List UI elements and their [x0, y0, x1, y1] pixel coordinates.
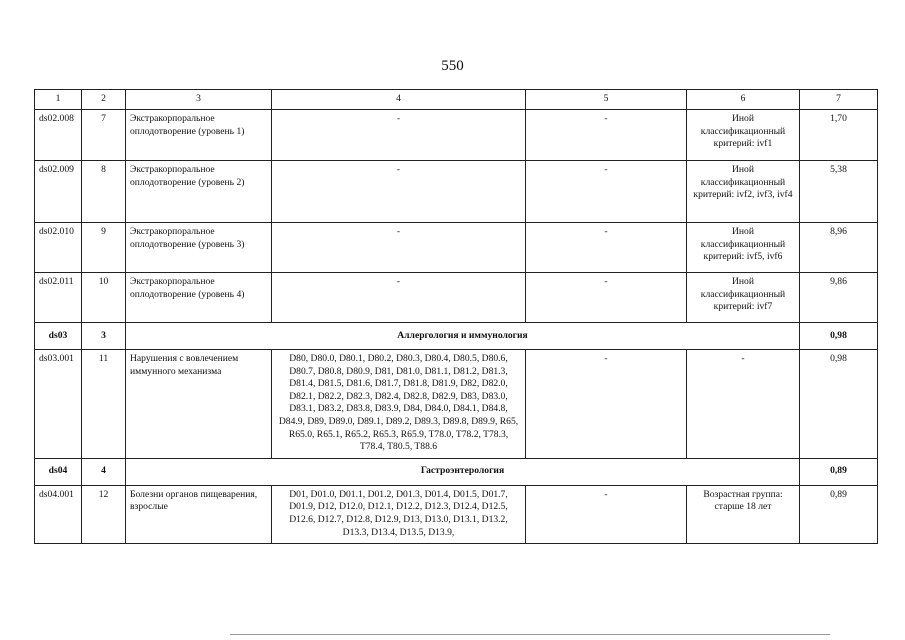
- row-coefficient: 9,86: [800, 273, 878, 323]
- section-coefficient: 0,89: [800, 458, 878, 485]
- section-number: 4: [82, 458, 126, 485]
- section-coefficient: 0,98: [800, 323, 878, 350]
- row-criteria: Иной классификационный критерий: ivf5, ivf6: [687, 223, 800, 273]
- tariff-table: [34, 89, 878, 544]
- table-row: [35, 273, 878, 323]
- row-code: ds02.009: [35, 161, 82, 223]
- row-name: Экстракорпоральное оплодотворение (уровень 3): [126, 223, 272, 273]
- section-number: 3: [82, 323, 126, 350]
- table-row: [35, 350, 878, 459]
- row-name: Экстракорпоральное оплодотворение (уровень 2): [126, 161, 272, 223]
- row-services: -: [526, 485, 687, 543]
- table-row: [35, 223, 878, 273]
- section-title: Аллергология и иммунология: [126, 323, 800, 350]
- row-services: -: [526, 273, 687, 323]
- row-diagnoses: D80, D80.0, D80.1, D80.2, D80.3, D80.4, D80.5, D80.6, D80.7, D80.8, D80.9, D81, D81.0, D81.1, D81.2, D81.3, D81.4, D81.5, D81.6, D81.7, D81.8, D81.9, D82, D82.0, D82.1, D82.2, D82.3, D82.4, D82.8, D82.9, D83, D83.0, D83.1, D83.2, D83.8, D83.9, D84, D84.0, D84.1, D84.8, D84.9, D89, D89.0, D89.1, D89.2, D89.3, D89.8, D89.9, R65, R65.0, R65.1, R65.2, R65.3, R65.9, T78.0, T78.2, T78.3, T78.4, T80.5, T88.6: [272, 350, 526, 459]
- row-coefficient: 1,70: [800, 110, 878, 161]
- row-code: ds04.001: [35, 485, 82, 543]
- header-cell: 3: [126, 90, 272, 110]
- row-diagnoses: -: [272, 161, 526, 223]
- row-diagnoses: -: [272, 110, 526, 161]
- row-coefficient: 0,89: [800, 485, 878, 543]
- row-diagnoses: D01, D01.0, D01.1, D01.2, D01.3, D01.4, D01.5, D01.7, D01.9, D12, D12.0, D12.1, D12.2, D12.3, D12.4, D12.5, D12.6, D12.7, D12.8, D12.9, D13, D13.0, D13.1, D13.2, D13.3, D13.4, D13.5, D13.9,: [272, 485, 526, 543]
- row-criteria: -: [687, 350, 800, 459]
- row-name: Болезни органов пищеварения, взрослые: [126, 485, 272, 543]
- header-cell: 4: [272, 90, 526, 110]
- row-name: Нарушения с вовлечением иммунного механизма: [126, 350, 272, 459]
- row-coefficient: 5,38: [800, 161, 878, 223]
- row-criteria: Иной классификационный критерий: ivf7: [687, 273, 800, 323]
- section-row: [35, 323, 878, 350]
- header-cell: 5: [526, 90, 687, 110]
- row-services: -: [526, 223, 687, 273]
- row-criteria: Возрастная группа: старше 18 лет: [687, 485, 800, 543]
- header-cell: 2: [82, 90, 126, 110]
- table-row: [35, 485, 878, 543]
- row-code: ds02.010: [35, 223, 82, 273]
- table-row: [35, 110, 878, 161]
- row-number: 7: [82, 110, 126, 161]
- section-code: ds04: [35, 458, 82, 485]
- section-code: ds03: [35, 323, 82, 350]
- row-number: 9: [82, 223, 126, 273]
- header-cell: 6: [687, 90, 800, 110]
- page-number: 550: [441, 58, 464, 74]
- row-code: ds02.008: [35, 110, 82, 161]
- row-coefficient: 0,98: [800, 350, 878, 459]
- row-criteria: Иной классификационный критерий: ivf1: [687, 110, 800, 161]
- header-cell: 1: [35, 90, 82, 110]
- table-row: [35, 161, 878, 223]
- row-services: -: [526, 161, 687, 223]
- header-cell: 7: [800, 90, 878, 110]
- row-diagnoses: -: [272, 273, 526, 323]
- row-number: 12: [82, 485, 126, 543]
- page-bottom-rule: [230, 634, 830, 635]
- row-number: 10: [82, 273, 126, 323]
- row-code: ds03.001: [35, 350, 82, 459]
- row-coefficient: 8,96: [800, 223, 878, 273]
- row-criteria: Иной классификационный критерий: ivf2, ivf3, ivf4: [687, 161, 800, 223]
- row-number: 8: [82, 161, 126, 223]
- row-diagnoses: -: [272, 223, 526, 273]
- row-services: -: [526, 110, 687, 161]
- row-code: ds02.011: [35, 273, 82, 323]
- row-number: 11: [82, 350, 126, 459]
- section-row: [35, 458, 878, 485]
- table-header-row: [35, 90, 878, 110]
- section-title: Гастроэнтерология: [126, 458, 800, 485]
- row-name: Экстракорпоральное оплодотворение (уровень 1): [126, 110, 272, 161]
- row-name: Экстракорпоральное оплодотворение (уровень 4): [126, 273, 272, 323]
- row-services: -: [526, 350, 687, 459]
